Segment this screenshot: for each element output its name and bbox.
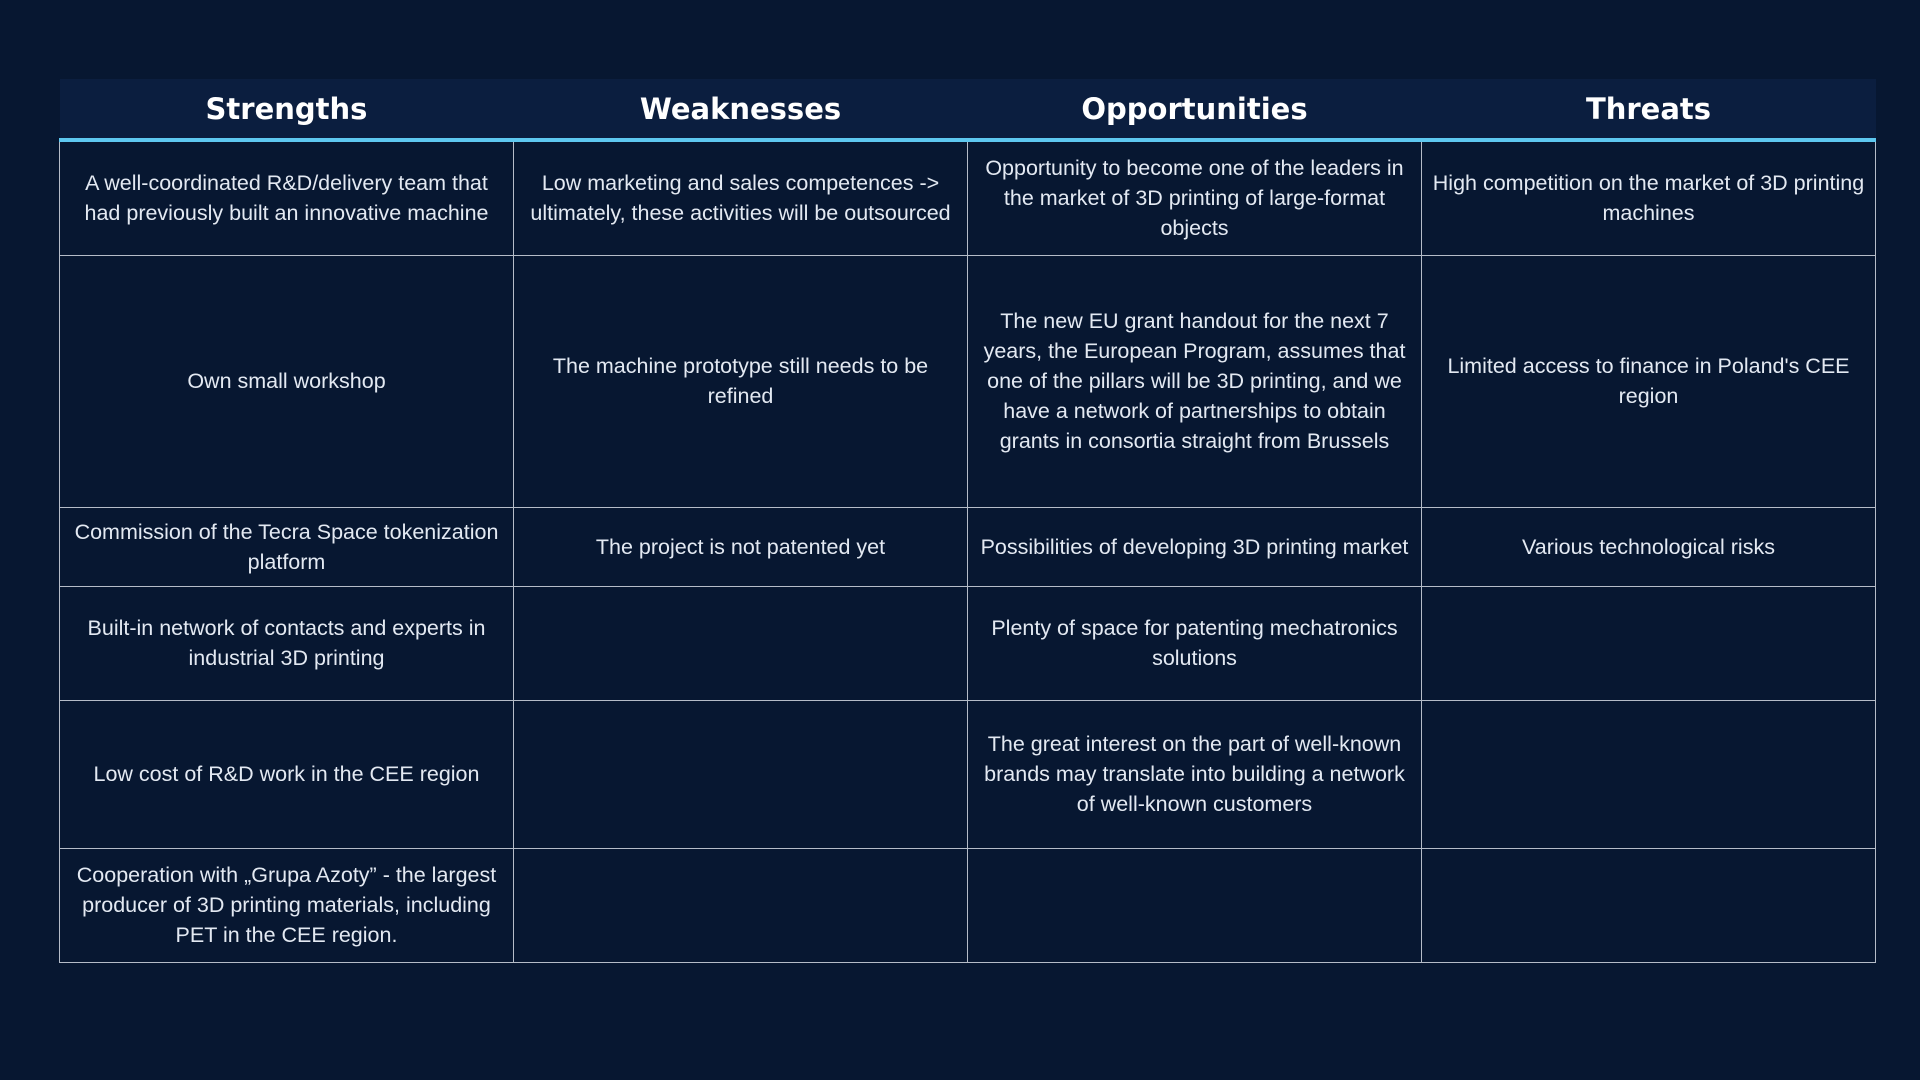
strength-cell: Own small workshop [60, 255, 514, 507]
strength-cell: Built-in network of contacts and experts in industrial 3D printing [60, 586, 514, 700]
strength-cell: Cooperation with „Grupa Azoty” - the largest producer of 3D printing materials, including PET in the CEE region. [60, 848, 514, 962]
swot-table [59, 79, 1876, 963]
header-row [60, 79, 1876, 140]
opportunity-cell: Possibilities of developing 3D printing market [968, 507, 1422, 586]
threat-cell: Various technological risks [1422, 507, 1876, 586]
table-row [60, 700, 1876, 848]
weakness-cell [514, 848, 968, 962]
header-threats: Threats [1422, 79, 1876, 140]
header-weaknesses: Weaknesses [514, 79, 968, 140]
weakness-cell: The project is not patented yet [514, 507, 968, 586]
threat-cell [1422, 586, 1876, 700]
strength-cell: Commission of the Tecra Space tokenization platform [60, 507, 514, 586]
opportunity-cell: Plenty of space for patenting mechatronics solutions [968, 586, 1422, 700]
header-strengths: Strengths [60, 79, 514, 140]
threat-cell: Limited access to finance in Poland's CEE region [1422, 255, 1876, 507]
weakness-cell [514, 700, 968, 848]
threat-cell: High competition on the market of 3D printing machines [1422, 140, 1876, 255]
opportunity-cell: The new EU grant handout for the next 7 years, the European Program, assumes that one of the pillars will be 3D printing, and we have a network of partnerships to obtain grants in consortia straight from Brussels [968, 255, 1422, 507]
table-row [60, 507, 1876, 586]
weakness-cell: The machine prototype still needs to be refined [514, 255, 968, 507]
opportunity-cell: The great interest on the part of well-known brands may translate into building a network of well-known customers [968, 700, 1422, 848]
swot-header [60, 79, 1876, 140]
weakness-cell: Low marketing and sales competences -> ultimately, these activities will be outsourced [514, 140, 968, 255]
opportunity-cell: Opportunity to become one of the leaders in the market of 3D printing of large-format objects [968, 140, 1422, 255]
table-row [60, 140, 1876, 255]
strength-cell: A well-coordinated R&D/delivery team that had previously built an innovative machine [60, 140, 514, 255]
table-row [60, 848, 1876, 962]
swot-body [60, 140, 1876, 962]
opportunity-cell [968, 848, 1422, 962]
header-opportunities: Opportunities [968, 79, 1422, 140]
table-row [60, 586, 1876, 700]
threat-cell [1422, 848, 1876, 962]
table-row [60, 255, 1876, 507]
weakness-cell [514, 586, 968, 700]
strength-cell: Low cost of R&D work in the CEE region [60, 700, 514, 848]
threat-cell [1422, 700, 1876, 848]
